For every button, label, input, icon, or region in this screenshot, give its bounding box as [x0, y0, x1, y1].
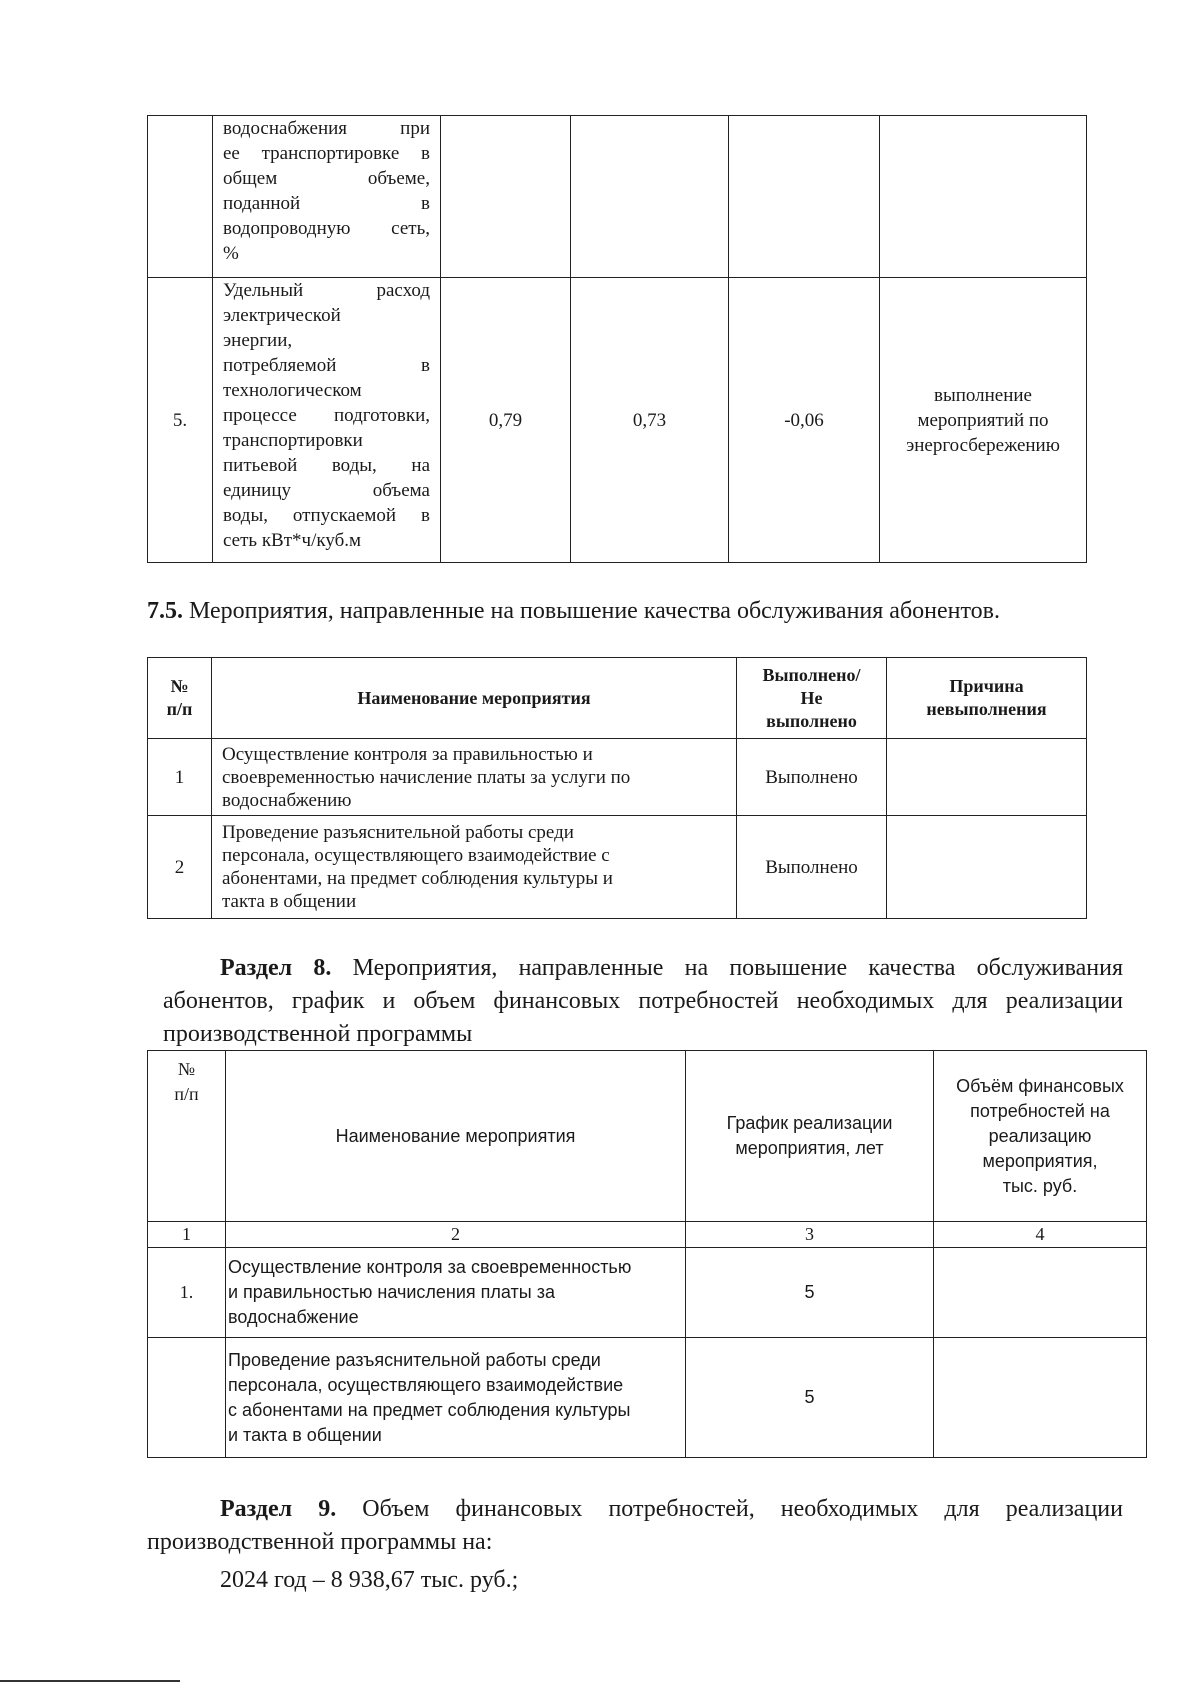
- row-num-cell: [148, 116, 213, 278]
- volume-value: [934, 1338, 1147, 1458]
- desc-line: Удельный расход: [223, 280, 430, 301]
- section-8-heading: [163, 952, 1123, 1051]
- note-value: [880, 278, 1087, 563]
- desc-line: поданной в: [223, 193, 430, 214]
- header-line: №: [170, 676, 189, 696]
- header-num: [148, 658, 212, 739]
- column-number-row: [148, 1222, 1147, 1248]
- indicators-table: [147, 115, 1087, 563]
- header-line: тыс. руб.: [1002, 1175, 1078, 1196]
- header-schedule: [686, 1051, 934, 1222]
- name-line: своевременностью начисление платы за услуги по: [222, 766, 631, 788]
- row-num: 5.: [148, 278, 213, 563]
- desc-line: водопроводную сеть,: [223, 218, 430, 239]
- status-value: Выполнено: [737, 739, 887, 816]
- header-line: мероприятия,: [982, 1150, 1098, 1171]
- header-num: [148, 1051, 226, 1222]
- row-num: 1: [148, 739, 212, 816]
- table-header-row: [148, 1051, 1147, 1222]
- name-line: Проведение разъяснительной работы среди: [228, 1349, 601, 1370]
- activity-name: [226, 1338, 686, 1458]
- header-line: Выполнено/: [762, 664, 861, 685]
- table-header-row: [148, 658, 1087, 739]
- header-line: реализацию: [988, 1125, 1092, 1146]
- row-num: 2: [148, 816, 212, 919]
- desc-line: потребляемой в: [223, 355, 430, 376]
- name-line: персонала, осуществляющего взаимодействие с: [222, 845, 610, 866]
- col-number: 2: [226, 1222, 686, 1248]
- table-row: [148, 1338, 1147, 1458]
- row-num: [148, 1338, 226, 1458]
- desc-line: единицу объема: [223, 480, 430, 501]
- row-num: 1.: [148, 1248, 226, 1338]
- reason-value: [887, 739, 1087, 816]
- desc-line: энергии,: [223, 330, 293, 351]
- plan-value: 0,79: [441, 278, 571, 563]
- name-line: и такта в общении: [228, 1424, 382, 1445]
- header-name: Наименование мероприятия: [226, 1051, 686, 1222]
- name-line: персонала, осуществляющего взаимодействие: [228, 1374, 624, 1395]
- table-row: [148, 1248, 1147, 1338]
- activity-name: [212, 739, 737, 816]
- name-line: Осуществление контроля за своевременностью: [228, 1257, 632, 1277]
- desc-line: технологическом: [223, 380, 362, 401]
- indicator-description: [213, 116, 441, 278]
- table-row: [148, 739, 1087, 816]
- section-7-5-heading: [147, 595, 1086, 628]
- col-number: 3: [686, 1222, 934, 1248]
- status-value: Выполнено: [737, 816, 887, 919]
- financial-needs-table: [147, 1050, 1147, 1458]
- deviation-cell: [729, 116, 880, 278]
- note-line: мероприятий по: [917, 409, 1049, 431]
- name-line: такта в общении: [222, 891, 357, 912]
- section-label: Раздел 9.: [220, 1496, 337, 1522]
- header-line: мероприятия, лет: [735, 1138, 884, 1158]
- desc-line: питьевой воды, на: [223, 455, 430, 476]
- activity-name: [226, 1248, 686, 1338]
- desc-line: %: [223, 243, 239, 264]
- financial-year-line: 2024 год – 8 938,67 тыс. руб.;: [220, 1567, 519, 1593]
- header-line: п/п: [166, 699, 193, 719]
- desc-line: воды, отпускаемой в: [223, 505, 430, 526]
- deviation-value: -0,06: [729, 278, 880, 563]
- header-line: выполнено: [766, 710, 857, 731]
- header-line: потребностей на: [970, 1100, 1110, 1121]
- footer-divider: [0, 1680, 180, 1682]
- header-reason: [887, 658, 1087, 739]
- header-line: п/п: [174, 1084, 199, 1104]
- note-cell: [880, 116, 1087, 278]
- note-line: энергосбережению: [906, 434, 1060, 456]
- section-number: 7.5.: [147, 598, 183, 624]
- col-number: 4: [934, 1222, 1147, 1248]
- section-9-heading: [147, 1493, 1123, 1559]
- note-line: выполнение: [933, 384, 1032, 406]
- activity-name: [212, 816, 737, 919]
- table-row: [148, 816, 1087, 919]
- header-line: №: [177, 1059, 196, 1079]
- fact-cell: [571, 116, 729, 278]
- desc-line: ее транспортировке в: [223, 143, 430, 164]
- name-line: абонентами, на предмет соблюдения культуры и: [222, 868, 613, 889]
- desc-line: водоснабжения при: [223, 118, 430, 139]
- desc-line: процессе подготовки,: [223, 405, 430, 426]
- header-status: [737, 658, 887, 739]
- desc-line: электрической: [223, 305, 341, 326]
- service-quality-table: [147, 657, 1087, 919]
- desc-line: общем объеме,: [223, 168, 430, 189]
- desc-line: сеть кВт*ч/куб.м: [223, 530, 362, 551]
- header-line: График реализации: [726, 1113, 893, 1133]
- reason-value: [887, 816, 1087, 919]
- section-text: Объем финансовых потребностей, необходимых для реализации производственной программы на:: [147, 1496, 1123, 1555]
- desc-line: транспортировки: [223, 430, 363, 451]
- header-line: Объём финансовых: [956, 1075, 1124, 1096]
- volume-value: [934, 1248, 1147, 1338]
- table-row: [148, 116, 1087, 278]
- name-line: Проведение разъяснительной работы среди: [222, 822, 574, 843]
- name-line: водоснабжению: [222, 789, 352, 811]
- name-line: с абонентами на предмет соблюдения культуры: [228, 1399, 631, 1420]
- section-text: Мероприятия, направленные на повышение качества обслуживания абонентов.: [189, 598, 1000, 624]
- schedule-value: 5: [686, 1338, 934, 1458]
- name-line: водоснабжение: [228, 1307, 359, 1327]
- col-number: 1: [148, 1222, 226, 1248]
- table-row: [148, 278, 1087, 563]
- indicator-description: [213, 278, 441, 563]
- header-line: невыполнения: [926, 699, 1047, 719]
- header-volume: [934, 1051, 1147, 1222]
- section-text: Мероприятия, направленные на повышение качества обслуживания абонентов, график и объем финансовых потребностей необходимых для реализации производственной программы: [163, 955, 1123, 1047]
- fact-value: 0,73: [571, 278, 729, 563]
- name-line: Осуществление контроля за правильностью и: [222, 743, 593, 765]
- section-label: Раздел 8.: [220, 955, 332, 981]
- header-line: Не: [800, 687, 823, 708]
- name-line: и правильностью начисления платы за: [228, 1282, 555, 1302]
- header-line: Причина: [949, 676, 1024, 696]
- schedule-value: 5: [686, 1248, 934, 1338]
- header-name: Наименование мероприятия: [212, 658, 737, 739]
- plan-cell: [441, 116, 571, 278]
